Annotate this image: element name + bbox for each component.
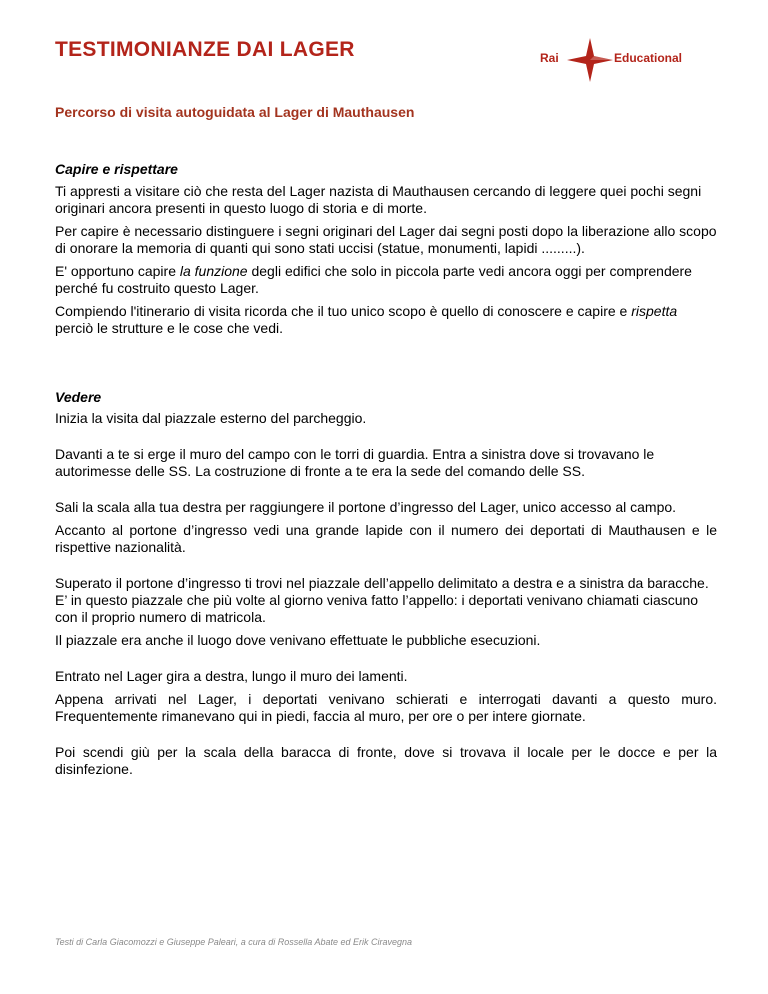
document-body: [55, 104, 717, 778]
rai-educational-logo: [538, 38, 718, 84]
paragraph: Poi scendi giù per la scala della baracca di fronte, dove si trovava il locale per le docce e per la disinfezione.: [55, 744, 717, 777]
paragraph: Per capire è necessario distinguere i segni originari del Lager dai segni posti dopo la liberazione allo scopo di onorare la memoria di quanti qui sono stati uccisi (statue, monumenti, lapidi .........).: [55, 223, 717, 256]
paragraph: Inizia la visita dal piazzale esterno del parcheggio.: [55, 410, 367, 426]
rai-star-icon: [567, 38, 613, 82]
paragraph: Compiendo l'itinerario di visita ricorda che il tuo unico scopo è quello di conoscere e capire e rispetta perciò le strutture e le cose che vedi.: [55, 303, 678, 336]
paragraph: Davanti a te si erge il muro del campo con le torri di guardia. Entra a sinistra dove si trovavano le autorimesse delle SS. La costruzione di fronte a te era la sede del comando delle SS.: [55, 446, 655, 479]
paragraph: E' opportuno capire la funzione degli edifici che solo in piccola parte vedi ancora oggi per comprendere perché fu costruito questo Lager.: [55, 263, 692, 296]
logo-educational-text: Educational: [614, 51, 683, 65]
logo-rai-text: Rai: [540, 51, 559, 65]
paragraph: Entrato nel Lager gira a destra, lungo il muro dei lamenti.: [55, 668, 408, 684]
document-title: Percorso di visita autoguidata al Lager di Mauthausen: [55, 104, 415, 120]
paragraph: Ti appresti a visitare ciò che resta del Lager nazista di Mauthausen cercando di leggere quei pochi segni originari ancora presenti in questo luogo di storia e di morte.: [55, 183, 702, 216]
section-heading-capire: Capire e rispettare: [55, 161, 178, 177]
footer-credits: Testi di Carla Giacomozzi e Giuseppe Paleari, a cura di Rossella Abate ed Erik Ciravegna: [55, 937, 413, 947]
emphasis: la funzione: [179, 263, 248, 279]
paragraph: Superato il portone d’ingresso ti trovi nel piazzale dell’appello delimitato a destra e a sinistra da baracche. E’ in questo piazzale che più volte al giorno veniva fatto l’appello: i deportati venivano chiamati ciascuno con il proprio numero di matricola.: [55, 575, 709, 625]
paragraph: Il piazzale era anche il luogo dove venivano effettuate le pubbliche esecuzioni.: [55, 632, 541, 648]
header-title: TESTIMONIANZE DAI LAGER: [55, 38, 355, 61]
section-heading-vedere: Vedere: [55, 389, 102, 405]
paragraph: Sali la scala alla tua destra per raggiungere il portone d’ingresso del Lager, unico accesso al campo.: [55, 499, 677, 515]
paragraph: Appena arrivati nel Lager, i deportati venivano schierati e interrogati davanti a questo muro. Frequentemente rimanevano qui in piedi, faccia al muro, per ore o per intere giornate.: [55, 691, 717, 724]
emphasis: rispetta: [631, 303, 678, 319]
paragraph: Accanto al portone d’ingresso vedi una grande lapide con il numero dei deportati di Mauthausen e le rispettive nazionalità.: [55, 522, 717, 555]
